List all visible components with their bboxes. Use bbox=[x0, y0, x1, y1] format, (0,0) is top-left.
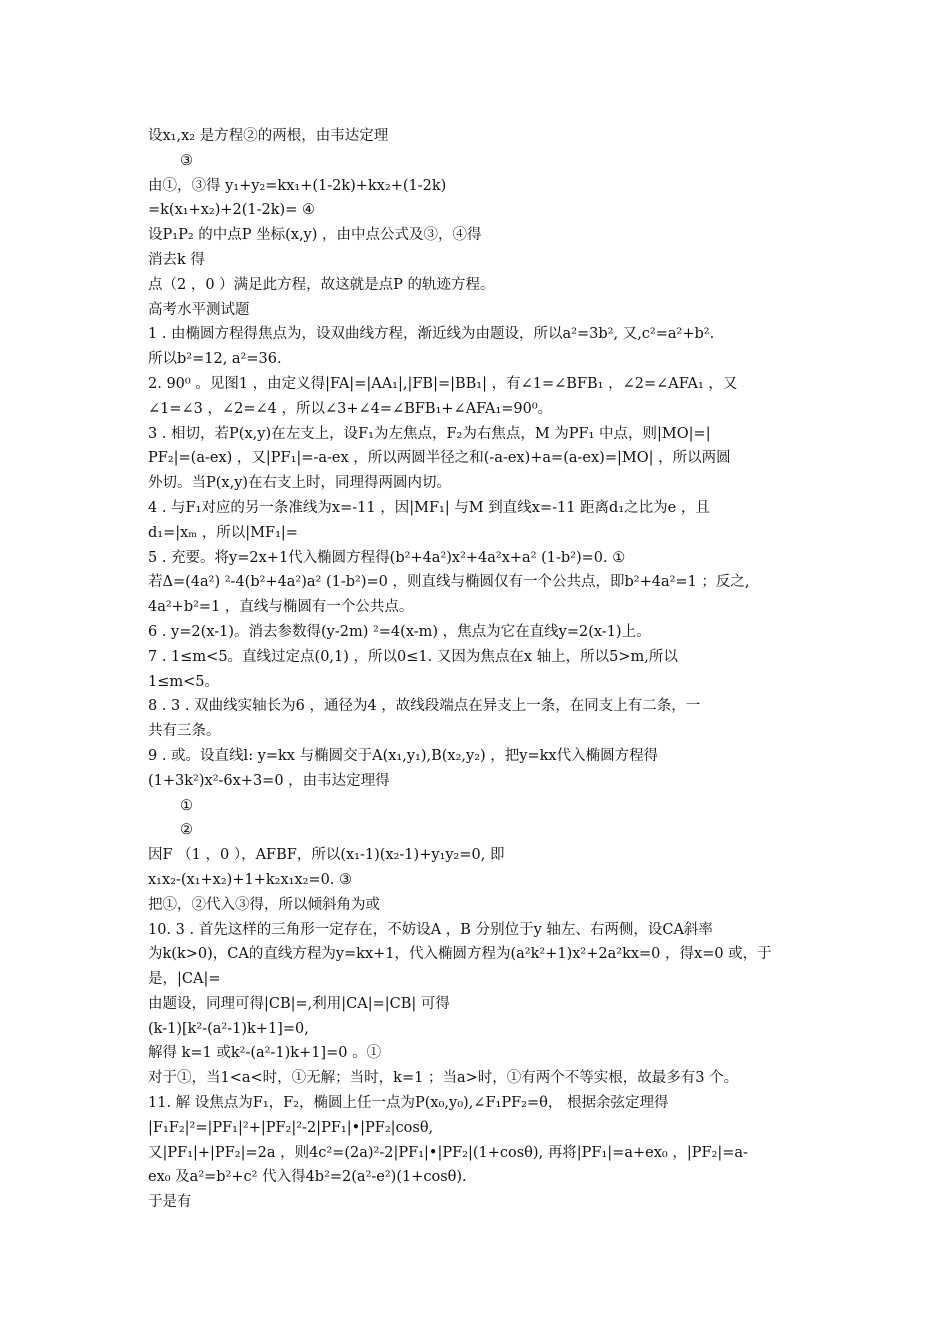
text-line: 又|PF₁|+|PF₂|=2a ，则4c²=(2a)²-2|PF₁|•|PF₂|(1+cosθ), 再将|PF₁|=a+ex₀ ，|PF₂|=a- bbox=[148, 1144, 748, 1161]
text-line: 消去k 得 bbox=[148, 251, 205, 268]
text-line: 所以b²=12, a²=36. bbox=[148, 351, 282, 368]
text-line: 是，|CA|= bbox=[148, 971, 221, 988]
text-line: 为k(k>0)，CA的直线方程为y=kx+1，代入椭圆方程为(a²k²+1)x²+2a²kx=0 ，得x=0 或，于 bbox=[148, 946, 772, 963]
text-line: 2. 90⁰ 。见图1 ，由定义得|FA|=|AA₁|,|FB|=|BB₁| ，有∠1=∠BFB₁ ，∠2=∠AFA₁ ，又 bbox=[148, 375, 738, 392]
text-line: 外切。当P(x,y)在右支上时，同理得两圆内切。 bbox=[148, 475, 452, 492]
text-line: 4 . 与F₁对应的另一条准线为x=-11 ，因|MF₁| 与M 到直线x=-11 距离d₁之比为e ，且 bbox=[148, 499, 710, 516]
document-page bbox=[148, 124, 808, 1215]
text-line: 若Δ=(4a²) ²-4(b²+4a²)a² (1-b²)=0 ，则直线与椭圆仅有一个公共点，即b²+4a²=1 ；反之, bbox=[148, 574, 750, 591]
text-line: 设x₁,x₂ 是方程②的两根，由韦达定理 bbox=[148, 128, 389, 144]
text-line: 因F （1 ，0 ），AFBF，所以(x₁-1)(x₂-1)+y₁y₂=0, 即 bbox=[148, 847, 505, 864]
text-line: 11. 解 设焦点为F₁，F₂，椭圆上任一点为P(x₀,y₀),∠F₁PF₂=θ， 根据余弦定理得 bbox=[148, 1095, 669, 1112]
text-line: x₁x₂-(x₁+x₂)+1+k₂x₁x₂=0. ③ bbox=[148, 871, 353, 888]
text-line: 10. 3 . 首先这样的三角形一定存在，不妨设A ，B 分别位于y 轴左、右两侧，设CA斜率 bbox=[148, 921, 713, 938]
text-line: 8 . 3 . 双曲线实轴长为6 ，通径为4 ，故线段端点在异支上一条，在同支上有二条，一 bbox=[148, 698, 701, 715]
text-line: 由题设，同理可得|CB|=,利用|CA|=|CB| 可得 bbox=[148, 995, 450, 1012]
section-heading: 高考水平测试题 bbox=[148, 301, 250, 318]
text-line: 对于①，当1<a<时，①无解；当时，k=1 ；当a>时，①有两个不等实根，故最多有3 个。 bbox=[148, 1070, 739, 1087]
text-line: 7 . 1≤m<5。直线过定点(0,1) ，所以0≤1. 又因为焦点在x 轴上，所以5>m,所以 bbox=[148, 648, 678, 665]
text-line: 5 . 充要。将y=2x+1代入椭圆方程得(b²+4a²)x²+4a²x+a² (1-b²)=0. ① bbox=[148, 549, 626, 566]
text-line: 由①，③得 y₁+y₂=kx₁+(1-2k)+kx₂+(1-2k) bbox=[148, 177, 447, 194]
text-line: 9 . 或。设直线l: y=kx 与椭圆交于A(x₁,y₁),B(x₂,y₂) ，把y=kx代入椭圆方程得 bbox=[148, 747, 659, 764]
text-line: ③ bbox=[180, 152, 193, 169]
text-line: 于是有 bbox=[148, 1194, 192, 1211]
text-line: 点（2 ，0 ）满足此方程，故这就是点P 的轨迹方程。 bbox=[148, 276, 495, 293]
text-line: 设P₁P₂ 的中点P 坐标(x,y) ，由中点公式及③，④得 bbox=[148, 227, 482, 244]
text-line: 3 . 相切，若P(x,y)在左支上，设F₁为左焦点，F₂为右焦点，M 为PF₁ 中点，则|MO|=| bbox=[148, 425, 711, 442]
text-line: d₁=|xₘ ，所以|MF₁|= bbox=[148, 524, 298, 541]
text-line: ② bbox=[180, 822, 193, 839]
text-line: 4a²+b²=1 ，直线与椭圆有一个公共点。 bbox=[148, 599, 414, 616]
text-line: 1≤m<5。 bbox=[148, 673, 219, 690]
text-line: (1+3k²)x²-6x+3=0 ，由韦达定理得 bbox=[148, 772, 390, 789]
text-line: (k-1)[k²-(a²-1)k+1]=0, bbox=[148, 1020, 309, 1037]
text-line: 把①，②代入③得，所以倾斜角为或 bbox=[148, 896, 380, 913]
text-line: 6 . y=2(x-1)。消去参数得(y-2m) ²=4(x-m) ，焦点为它在直线y=2(x-1)上。 bbox=[148, 623, 651, 640]
text-line: ① bbox=[180, 797, 193, 814]
text-line: =k(x₁+x₂)+2(1-2k)= ④ bbox=[148, 202, 315, 219]
text-line: |F₁F₂|²=|PF₁|²+|PF₂|²-2|PF₁|•|PF₂|cosθ, bbox=[148, 1119, 434, 1136]
text-line: PF₂|=(a-ex) ，又|PF₁|=-a-ex ，所以两圆半径之和(-a-ex)+a=(a-ex)=|MO| ，所以两圆 bbox=[148, 450, 731, 467]
text-line: ex₀ 及a²=b²+c² 代入得4b²=2(a²-e²)(1+cosθ). bbox=[148, 1169, 467, 1186]
text-line: 1 . 由椭圆方程得焦点为，设双曲线方程，渐近线为由题设，所以a²=3b², 又,c²=a²+b². bbox=[148, 326, 715, 343]
text-line: ∠1=∠3 ，∠2=∠4 ，所以∠3+∠4=∠BFB₁+∠AFA₁=90⁰。 bbox=[148, 400, 553, 417]
text-line: 共有三条。 bbox=[148, 723, 221, 740]
text-line: 解得 k=1 或k²-(a²-1)k+1]=0 。① bbox=[148, 1045, 382, 1062]
